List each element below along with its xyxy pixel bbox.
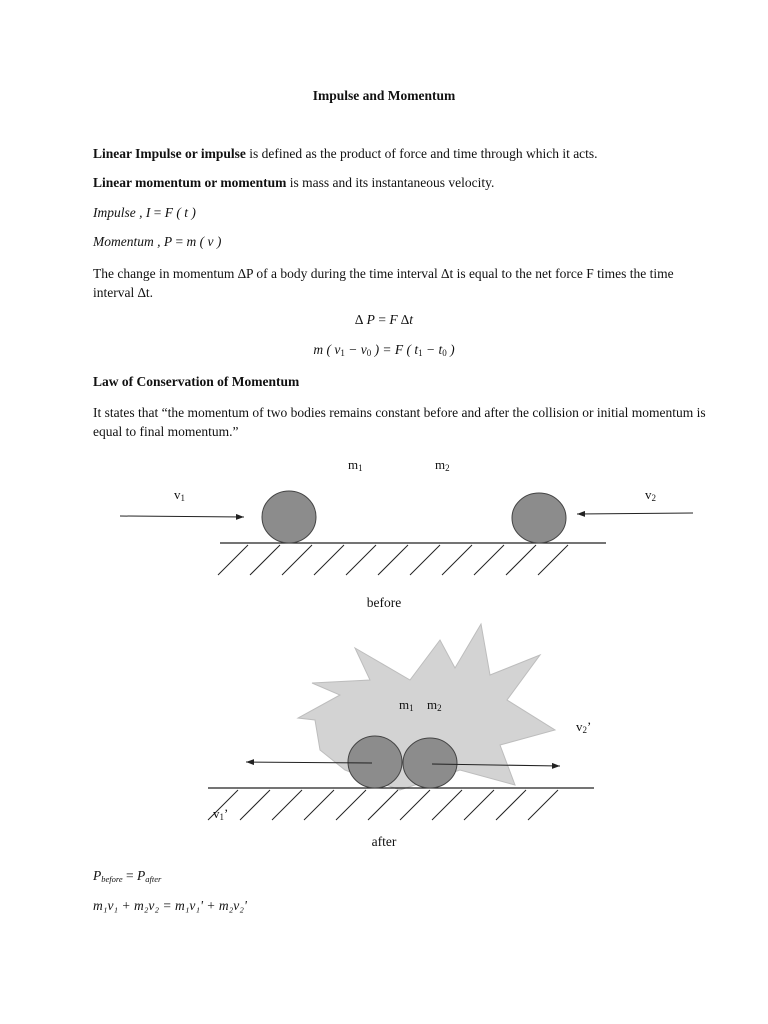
eq-part-b: − v [344, 342, 367, 357]
equation-delta-p-lhs: ∆ P [355, 312, 375, 327]
law-heading-text: Law of Conservation of Momentum [93, 374, 300, 389]
arrow-v2-before [577, 513, 693, 514]
ball-m1-after [348, 736, 402, 788]
equation-momentum-lhs: Momentum , P [93, 234, 173, 249]
eq-sub-1: 1 [340, 348, 345, 358]
eq-part-e: ) [446, 342, 455, 357]
equation-conservation [93, 868, 161, 884]
eq-part-d: − t [422, 342, 443, 357]
eq-sub-t0: 0 [442, 348, 447, 358]
ball-m1-before [262, 491, 316, 543]
label-v1-prime: $v_1$’ [213, 806, 229, 822]
eq-sub-before: before [101, 874, 123, 884]
term-momentum: Linear momentum or momentum [93, 175, 287, 190]
eq-p-after: P [137, 868, 146, 883]
eq-sub-after: after [145, 874, 162, 884]
label-m2-before: $m_2$ [435, 457, 450, 473]
equation-momentum-equals: = [172, 234, 187, 249]
ground-after [208, 788, 594, 820]
equation-delta-p-rhs: F ∆t [389, 312, 413, 327]
equation-momentum-rhs: m ( v ) [186, 234, 222, 249]
equation-impulse-rhs: F ( t ) [164, 205, 196, 220]
ball-m2-before [512, 493, 566, 543]
eq-sub-t1: 1 [418, 348, 423, 358]
definition-momentum-text: is mass and its instantaneous velocity. [286, 175, 495, 190]
ball-m2-after [403, 738, 457, 788]
caption-before: before [366, 595, 402, 610]
eq-sub-0: 0 [366, 348, 372, 358]
label-m2-after: $m_2$ [427, 697, 442, 713]
equation-final: m₁v₁ + m₂v₂ = m₁v₁' + m₂v₂' [93, 898, 247, 913]
label-v1-before: $v_1$ [174, 487, 185, 503]
arrow-v1-before [120, 516, 244, 517]
label-v2-before: $v_2$ [645, 487, 656, 503]
label-m1-before: $m_1$ [348, 457, 363, 473]
law-text: It states that “the momentum of two bodies remains constant before and after the collision or initial momentum is equal to final momentum.” [93, 405, 706, 439]
eq-p-before: P [93, 868, 102, 883]
change-in-momentum-text: The change in momentum ∆P of a body during the time interval ∆t is equal to the net force F times the time interval ∆t. [93, 266, 674, 300]
eq-part-a: m ( v [313, 342, 341, 357]
eq-conservation-equals: = [122, 868, 138, 883]
equation-impulse-lhs: Impulse , I [93, 205, 151, 220]
ground-before [218, 543, 606, 575]
equation-delta-p-equals: = [374, 312, 390, 327]
equation-impulse-equals: = [150, 205, 165, 220]
page-title: Impulse and Momentum [312, 88, 456, 103]
label-v2-prime: $v_2$’ [576, 719, 592, 735]
eq-part-c: ) = F ( t [371, 342, 419, 357]
term-impulse: Linear Impulse or impulse [93, 146, 246, 161]
label-m1-after: $m_1$ [399, 697, 414, 713]
caption-after: after [371, 834, 397, 849]
definition-impulse-text: is defined as the product of force and time through which it acts. [245, 146, 598, 161]
